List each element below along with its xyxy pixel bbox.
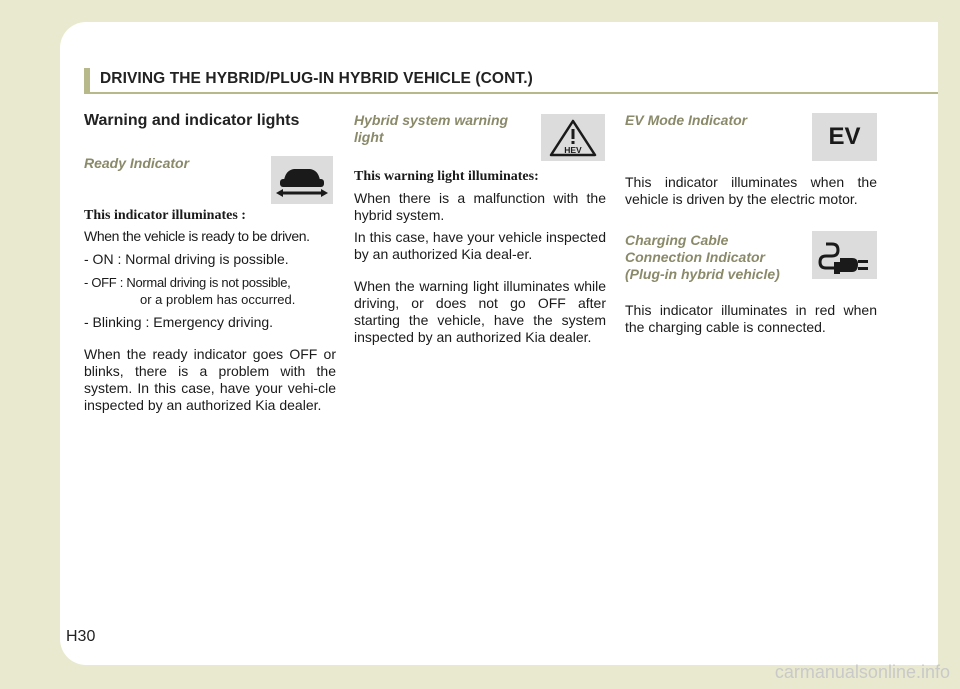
watermark-text: carmanualsonline.info (774, 662, 950, 682)
ev-mode-paragraph: This indicator illuminates when the vehicle is driven by the electric motor. (625, 174, 877, 207)
header-rule (84, 92, 938, 94)
car-arrows-icon (271, 156, 333, 204)
ready-item-off-cont: or a problem has occurred. (140, 292, 296, 307)
hybrid-warning-heading-cont: light (354, 129, 384, 145)
ready-item-on: - ON : Normal driving is possible. (84, 251, 289, 267)
page-header-title: DRIVING THE HYBRID/PLUG-IN HYBRID VEHICLE (CONT.) (100, 70, 533, 87)
charging-cable-heading-line3: (Plug-in hybrid vehicle) (625, 266, 780, 282)
ev-text-icon (812, 113, 877, 161)
ready-paragraph: When the ready indicator goes OFF or blinks, there is a problem with the system. In this case, have your vehi-cle inspected by an authorized Kia dealer. (84, 346, 336, 413)
hybrid-intro: This warning light illuminates: (354, 169, 539, 184)
ready-line1: When the vehicle is ready to be driven. (84, 228, 310, 244)
ev-icon-label: EV (828, 123, 861, 150)
ev-mode-heading: EV Mode Indicator (625, 112, 748, 128)
charging-cable-heading: Charging Cable (625, 232, 729, 248)
hybrid-p2: In this case, have your vehicle inspected by an authorized Kia deal-er. (354, 229, 606, 262)
charging-plug-icon (812, 231, 877, 279)
ready-indicator-heading: Ready Indicator (84, 155, 190, 171)
svg-text:HEV: HEV (564, 144, 582, 155)
header-accent-bar (84, 68, 90, 92)
charging-cable-heading-line2: Connection Indicator (625, 249, 765, 265)
ready-item-off: - OFF : Normal driving is not possible, (84, 275, 291, 290)
hybrid-p1: When there is a malfunction with the hybrid system. (354, 190, 606, 223)
page-number: H30 (66, 628, 96, 645)
hybrid-p3: When the warning light illuminates while driving, or does not go OFF after starting the vehicle, have the system inspected by an authorized Kia dealer. (354, 278, 606, 345)
ready-intro: This indicator illuminates : (84, 208, 246, 223)
ready-item-blinking: - Blinking : Emergency driving. (84, 314, 274, 330)
hev-warning-triangle-icon (541, 114, 605, 161)
charging-cable-paragraph: This indicator illuminates in red when the charging cable is connected. (625, 302, 877, 335)
hybrid-warning-heading: Hybrid system warning (354, 112, 509, 128)
section-title: Warning and indicator lights (84, 112, 300, 129)
